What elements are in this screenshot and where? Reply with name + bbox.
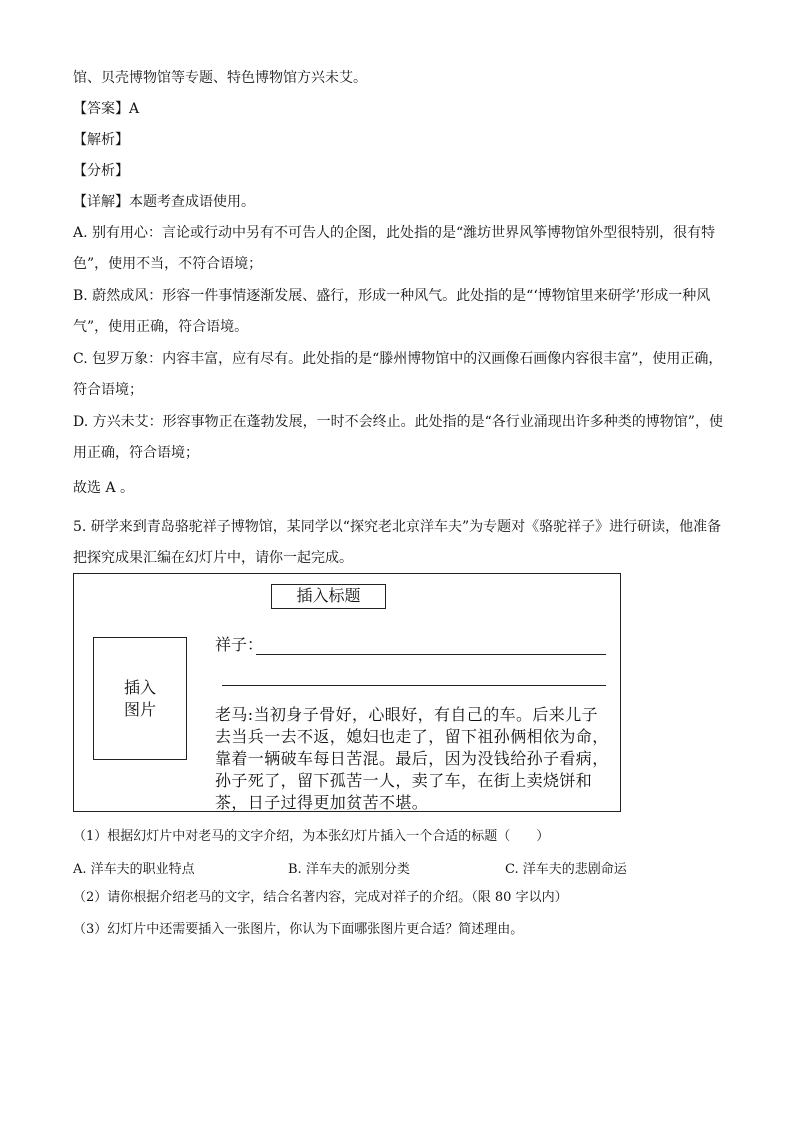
- slide-picture-label: 插入 图片: [123, 677, 156, 719]
- question-2: （2）请你根据介绍老马的文字，结合名著内容，完成对祥子的介绍。（限 80 字以内）: [73, 890, 568, 905]
- option-c-explanation: C. 包罗万象：内容丰富，应有尽有。此处指的是“滕州博物馆中的汉画像石画像内容很丰富”，使用正确，符合语境；: [73, 351, 723, 398]
- blank-line-1: [256, 654, 606, 655]
- question-3: （3）幻灯片中还需要插入一张图片，你认为下面哪张图片更合适？简述理由。: [73, 922, 524, 937]
- question-1-option-a: A. 洋车夫的职业特点: [73, 862, 195, 877]
- answer-line: 【答案】A: [73, 101, 140, 117]
- slide-laoma-text: 老马:当初身子骨好，心眼好，有自己的车。后来儿子去当兵一去不返，媳妇也走了，留下祖孙俩相依为命，靠着一辆破车每日苦混。最后，因为没钱给孙子看病，孙子死了，留下孤苦一人，卖了车，在街上卖烧饼和茶，日子过得更加贫苦不堪。: [215, 705, 609, 812]
- slide-xiangzi-label: 祥子：: [215, 635, 264, 654]
- detail-heading: 【详解】本题考查成语使用。: [73, 194, 255, 210]
- option-d-explanation: D. 方兴未艾：形容事物正在蓬勃发展，一时不会终止。此处指的是“各行业涌现出许多种类的博物馆”，使用正确，符合语境；: [73, 414, 723, 461]
- slide-mockup: [73, 573, 621, 812]
- slide-picture-placeholder: [93, 637, 187, 760]
- conclusion: 故选 A 。: [73, 480, 135, 496]
- question-1-option-c: C. 洋车夫的悲剧命运: [505, 862, 627, 877]
- slide-title-placeholder: 插入标题: [271, 584, 386, 609]
- analysis-subheading: 【分析】: [73, 163, 129, 179]
- question-5-intro: 5. 研学来到青岛骆驼祥子博物馆，某同学以“探究老北京洋车夫”为专题对《骆驼祥子》进行研读，他准备把探究成果汇编在幻灯片中，请你一起完成。: [73, 519, 722, 566]
- question-1: （1）根据幻灯片中对老马的文字介绍，为本张幻灯片插入一个合适的标题（ ）: [73, 829, 550, 844]
- option-a-explanation: A. 别有用心：言论或行动中另有不可告人的企图，此处指的是“潍坊世界风筝博物馆外型很特别，很有特色”，使用不当，不符合语境；: [73, 225, 716, 272]
- question-1-option-b: B. 洋车夫的派别分类: [288, 862, 410, 877]
- blank-line-2: [222, 685, 606, 686]
- analysis-heading: 【解析】: [73, 132, 129, 148]
- option-b-explanation: B. 蔚然成风：形容一件事情逐渐发展、盛行，形成一种风气。此处指的是“‘博物馆里来研学’形成一种风气”，使用正确，符合语境。: [73, 288, 711, 335]
- intro-line: 馆、贝壳博物馆等专题、特色博物馆方兴未艾。: [73, 70, 367, 86]
